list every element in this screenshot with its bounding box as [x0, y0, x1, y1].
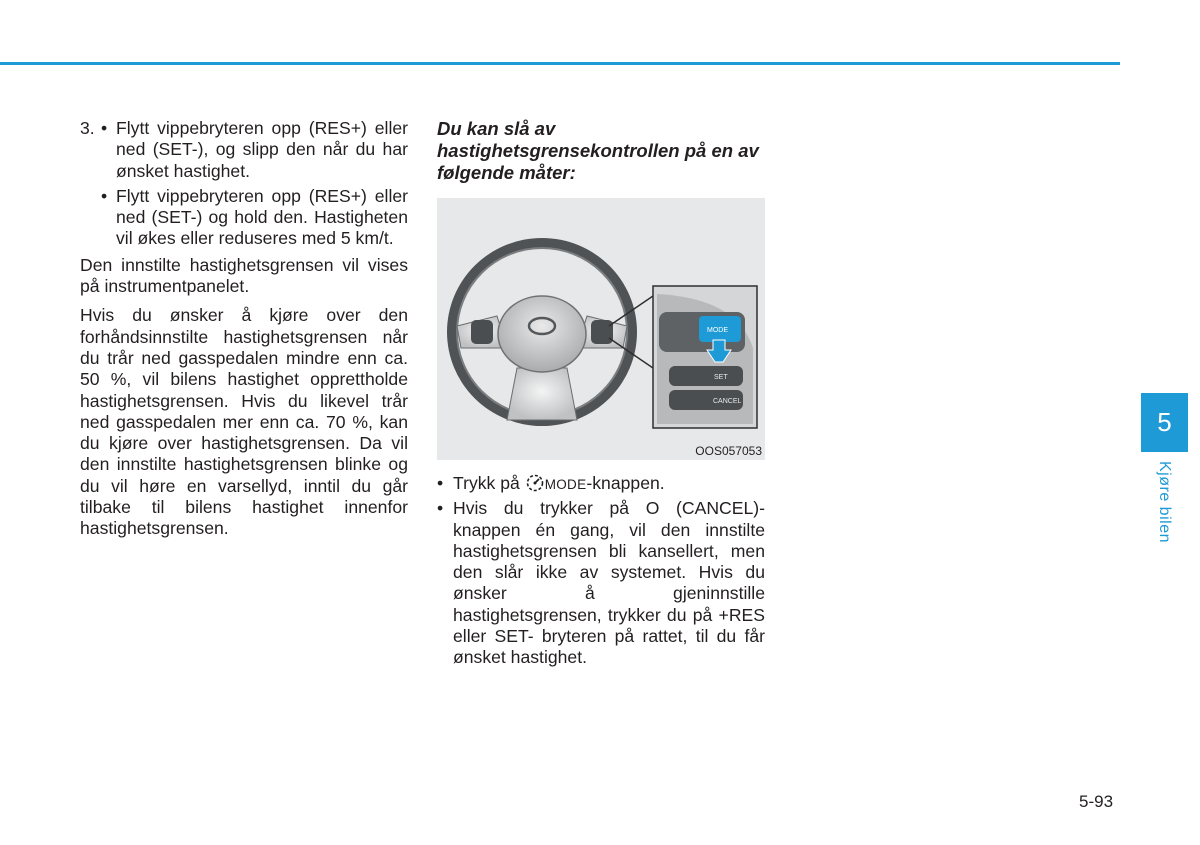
- chapter-tab: 5: [1141, 393, 1188, 452]
- bullet-2-text: Hvis du trykker på O (CANCEL)-knappen én gang, vil den innstilte hastighetsgrensen bli kansellert, men den slår ikke av systemet. Hvis du ønsker å gjeninnstille hastighetsgrensen, trykker du på +RES eller SET- bryteren på rattet, til du får ønsket hastighet.: [453, 498, 765, 668]
- mode-button-label: MODE: [707, 327, 728, 334]
- speed-limit-icon: [525, 474, 545, 492]
- step-3-subitem: [80, 186, 408, 250]
- step-3-text-a: Flytt vippebryteren opp (RES+) eller ned (SET-), og slipp den når du har ønsket hastighet.: [116, 118, 408, 181]
- bullet-dot: •: [437, 473, 444, 493]
- bullet-dot: •: [437, 498, 444, 519]
- page-number: 5-93: [1079, 792, 1114, 811]
- step-number: 3.: [80, 118, 95, 138]
- bullet-1-suffix: -knappen.: [586, 473, 665, 493]
- left-column: [80, 118, 408, 548]
- step-3-item: [80, 118, 408, 182]
- paragraph-display: Den innstilte hastighetsgrensen vil vises på instrumentpanelet.: [80, 254, 408, 297]
- step-3-text-b: Flytt vippebryteren opp (RES+) eller ned (SET-) og hold den. Hastigheten vil økes eller reduseres med 5 km/t.: [116, 185, 408, 249]
- figure-code: OOS057053: [695, 444, 762, 458]
- set-button-label: SET: [714, 374, 728, 381]
- bullet-list: [437, 473, 765, 669]
- bullet-dot: •: [101, 185, 108, 206]
- chapter-title: Kjøre bilen: [1156, 461, 1173, 543]
- section-heading: Du kan slå av hastighetsgrensekontrollen på en av følgende måter:: [437, 118, 759, 183]
- right-column: [437, 118, 765, 672]
- steering-wheel-illustration: [437, 198, 765, 460]
- top-rule: [0, 62, 1120, 65]
- bullet-1-prefix: Trykk på: [453, 473, 520, 493]
- steering-wheel-figure: [437, 198, 765, 460]
- bullet-item-mode: [437, 473, 765, 495]
- paragraph-override: Hvis du ønsker å kjøre over den forhåndsinnstilte hastighetsgrensen når du trår ned gasspedalen mindre enn ca. 50 %, vil bilens hastighet opprettholde hastighetsgrensen. Hvis du likevel trår ned gasspedalen mer enn ca. 70 %, kan du kjøre over hastighetsgrensen. Da vil den innstilte hastighetsgrensen blinke og du vil høre en varsellyd, inntil du går tilbake til bilens hastighet innenfor hastighetsgrensen.: [80, 305, 408, 539]
- bullet-dot: •: [101, 118, 108, 138]
- mode-label: MODE: [544, 477, 587, 492]
- bullet-item-cancel: [437, 498, 765, 668]
- cancel-button-label: CANCEL: [713, 398, 742, 405]
